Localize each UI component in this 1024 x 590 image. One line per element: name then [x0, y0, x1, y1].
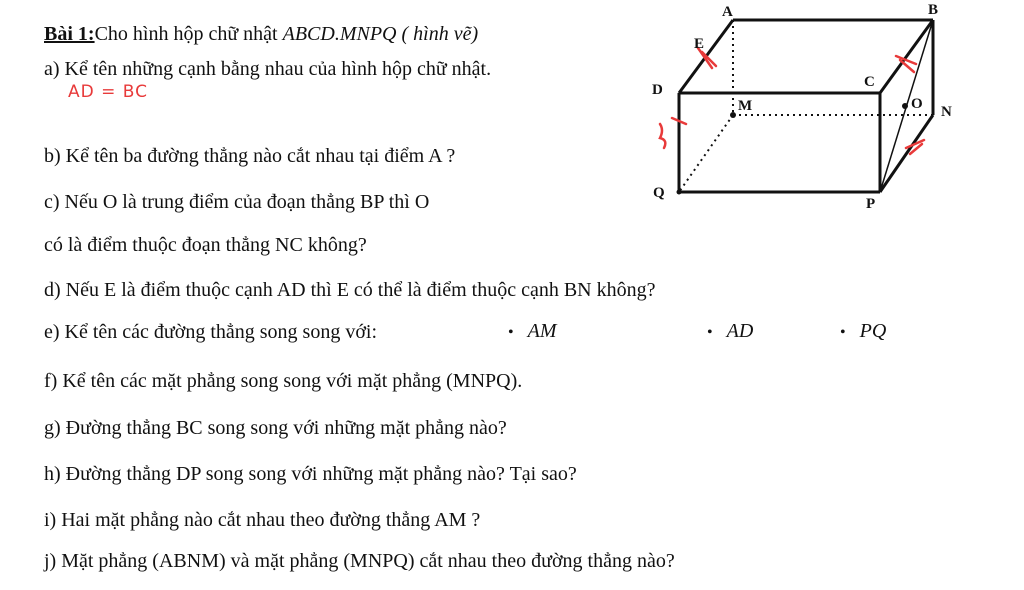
label-q: Q — [653, 185, 665, 201]
label-o: O — [911, 96, 923, 112]
label-b: B — [928, 2, 939, 18]
point-o — [902, 103, 908, 109]
label-a: A — [722, 4, 733, 20]
shape-name: ABCD.MNPQ — [282, 23, 397, 45]
question-c-line2: có là điểm thuộc đoạn thẳng NC không? — [44, 234, 367, 256]
handwritten-answer: AD = BC — [68, 82, 149, 102]
hidden-edges — [679, 20, 933, 192]
question-j: j) Mặt phẳng (ABNM) và mặt phẳng (MNPQ) cắt nhau theo đường thẳng nào? — [44, 550, 675, 572]
label-m: M — [738, 98, 753, 114]
question-a: a) Kể tên những cạnh bằng nhau của hình hộp chữ nhật. — [44, 58, 492, 80]
question-g: g) Đường thẳng BC song song với những mặt phẳng nào? — [44, 417, 507, 439]
question-i: i) Hai mặt phẳng nào cắt nhau theo đường thẳng AM ? — [44, 509, 481, 531]
visible-edges — [679, 20, 933, 192]
point-m — [730, 112, 736, 118]
parallel-item-ad: • AD — [707, 320, 754, 342]
parallel-item-pq: • PQ — [840, 320, 887, 342]
exercise-intro: Cho hình hộp chữ nhật — [94, 23, 283, 45]
question-h: h) Đường thẳng DP song song với những mặt phẳng nào? Tại sao? — [44, 463, 577, 485]
label-e: E — [694, 36, 705, 52]
point-q — [677, 190, 682, 195]
question-c-line1: c) Nếu O là trung điểm của đoạn thẳng BP thì O — [44, 191, 430, 213]
label-p: P — [866, 196, 876, 212]
label-d: D — [652, 82, 663, 98]
question-e: e) Kể tên các đường thẳng song song với: — [44, 321, 378, 343]
question-f: f) Kể tên các mặt phẳng song song với mặt phẳng (MNPQ). — [44, 370, 523, 392]
parallel-item-am: • AM — [508, 320, 557, 342]
question-d: d) Nếu E là điểm thuộc cạnh AD thì E có thể là điểm thuộc cạnh BN không? — [44, 279, 656, 301]
label-c: C — [864, 74, 875, 90]
question-b: b) Kể tên ba đường thẳng nào cắt nhau tại điểm A ? — [44, 145, 456, 167]
label-n: N — [941, 104, 952, 120]
exercise-label: Bài 1: — [44, 23, 95, 45]
exercise-intro-paren: ( hình vẽ) — [396, 23, 479, 45]
